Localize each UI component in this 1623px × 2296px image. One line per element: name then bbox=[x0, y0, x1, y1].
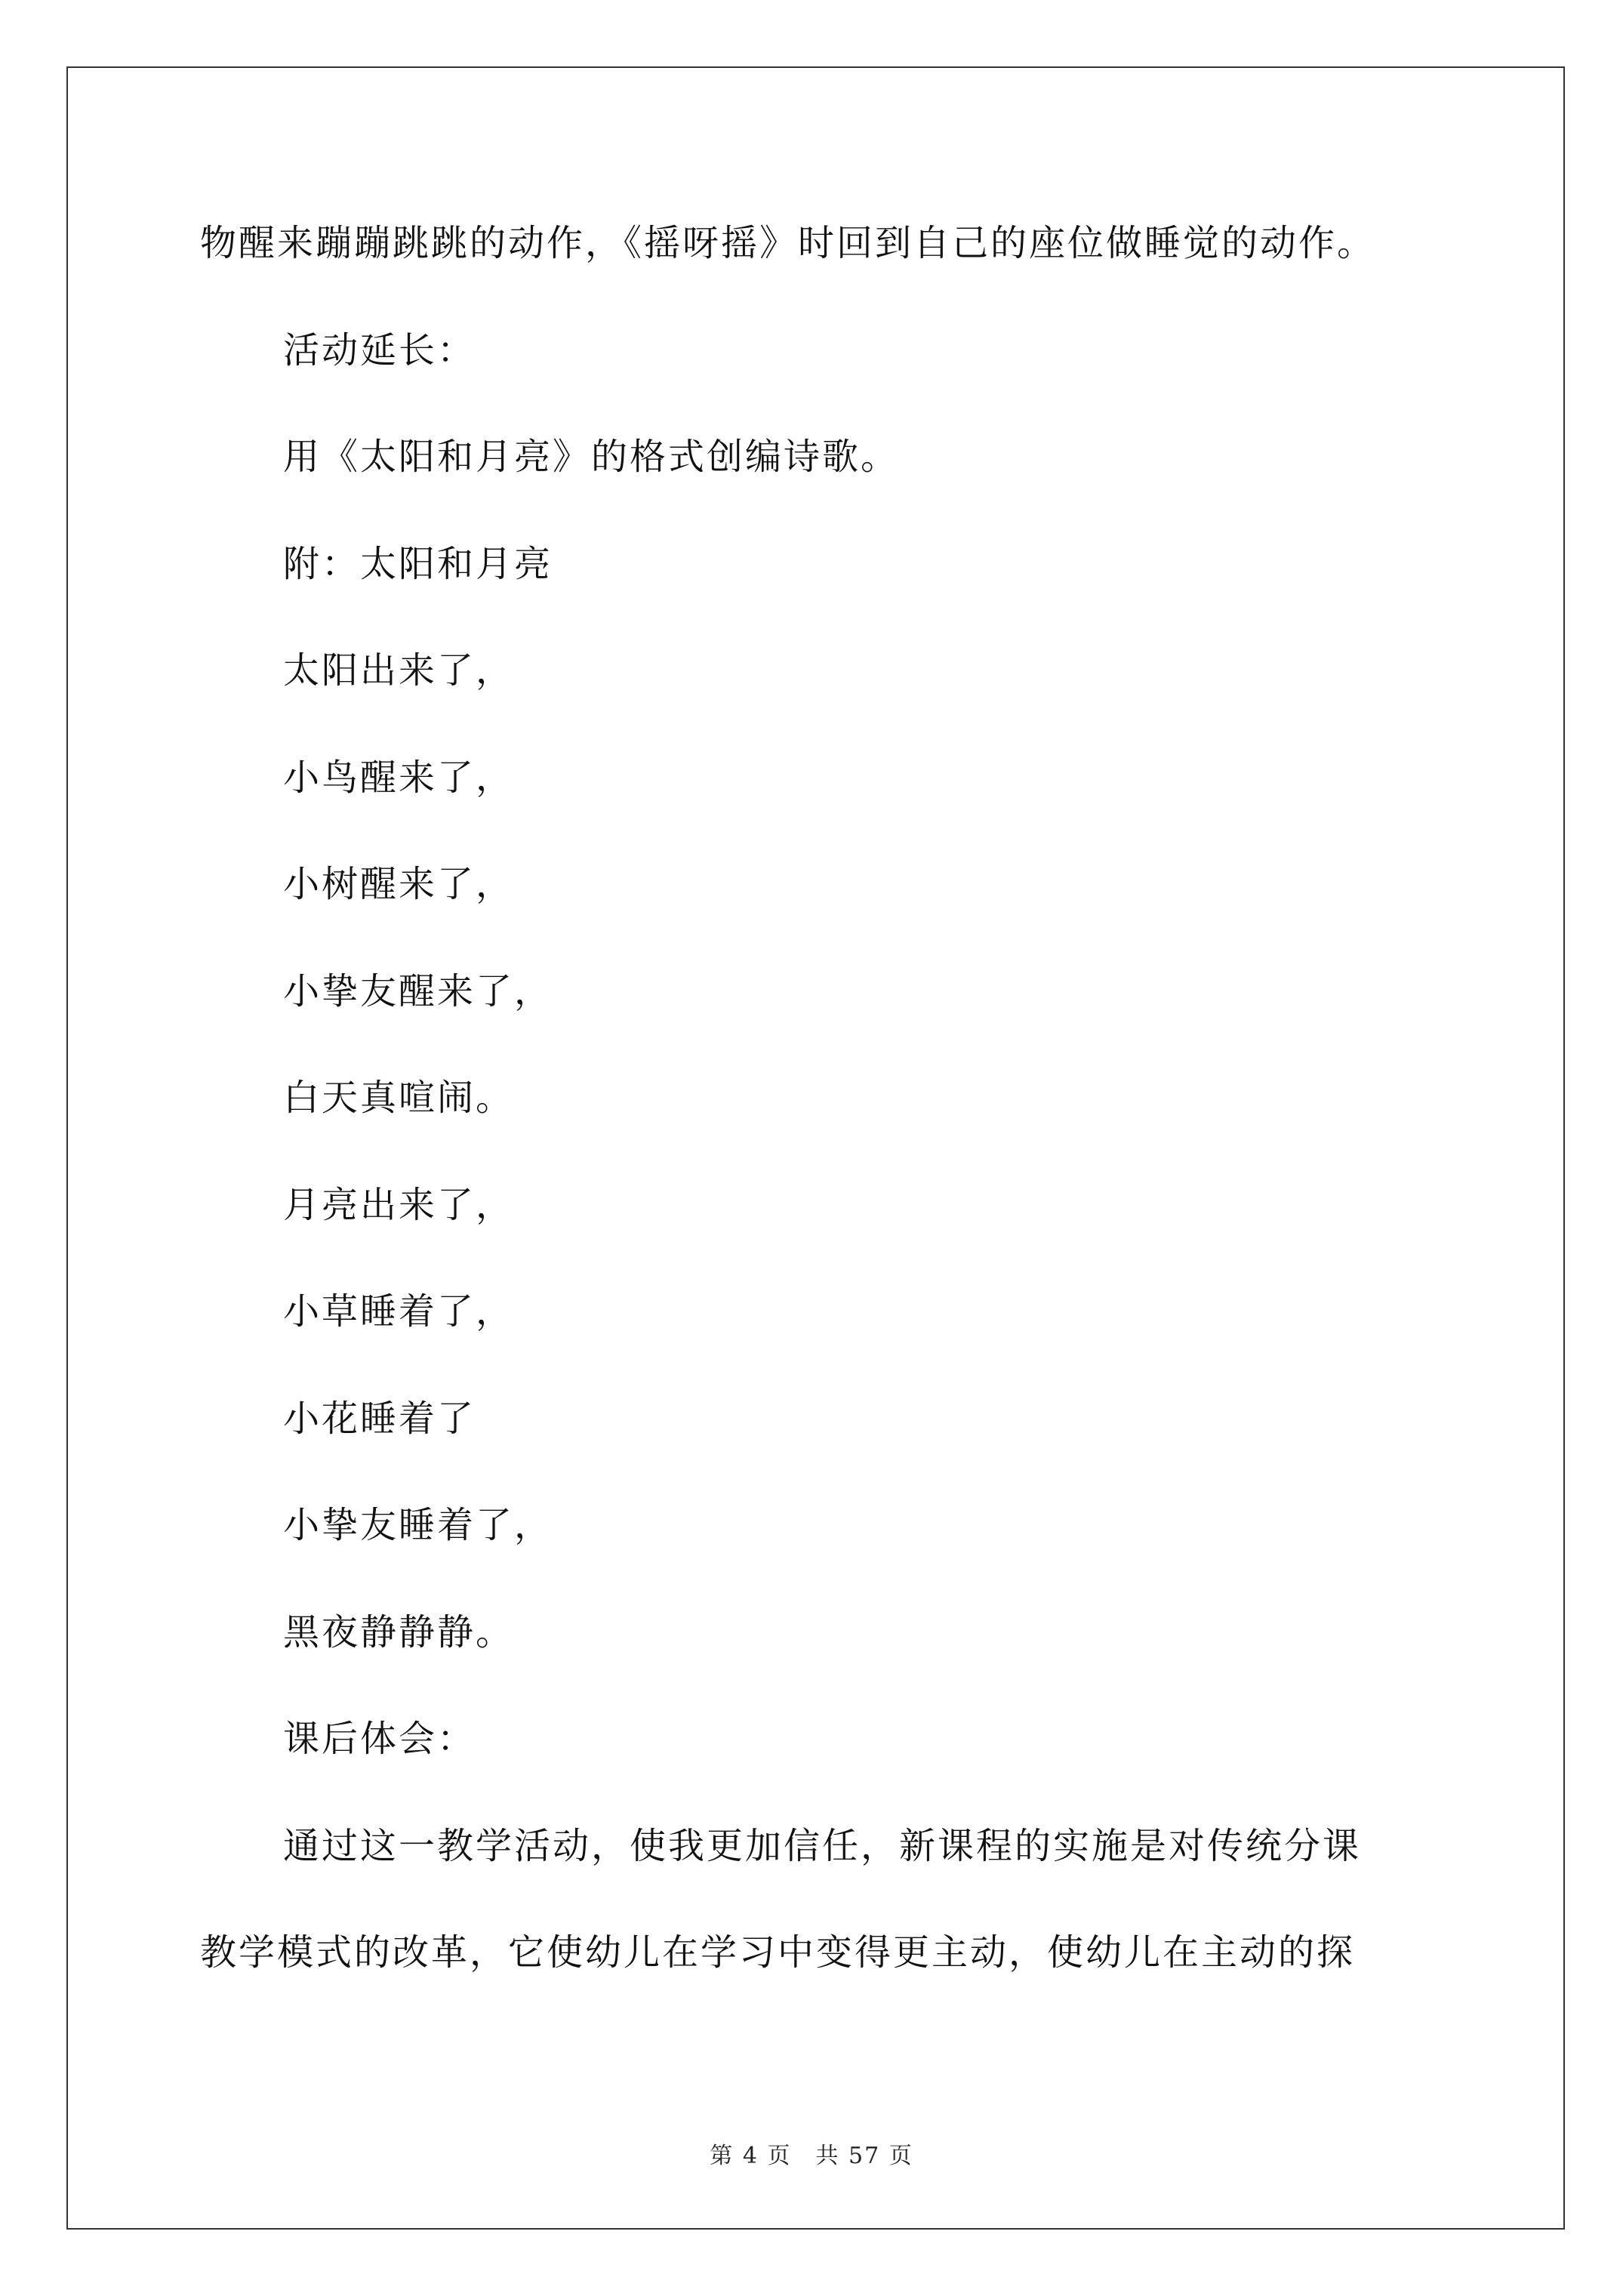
poem-title: 附：太阳和月亮 bbox=[283, 543, 553, 585]
section-heading: 课后体会： bbox=[283, 1718, 476, 1760]
poem-line: 小花睡着了 bbox=[283, 1398, 476, 1440]
poem-line: 小草睡着了， bbox=[283, 1290, 515, 1333]
page-border bbox=[66, 66, 1565, 2230]
poem-line: 小挚友醒来了， bbox=[283, 970, 553, 1012]
paragraph-line: 教学模式的改革，它使幼儿在学习中变得更主动，使幼儿在主动的探 bbox=[200, 1931, 1356, 1974]
poem-line: 黑夜静静静。 bbox=[283, 1611, 515, 1653]
poem-line: 白天真喧闹。 bbox=[283, 1077, 515, 1119]
paragraph-line: 物醒来蹦蹦跳跳的动作，《摇呀摇》时回到自己的座位做睡觉的动作。 bbox=[200, 222, 1376, 264]
poem-line: 太阳出来了， bbox=[283, 649, 515, 692]
paragraph-line: 通过这一教学活动，使我更加信任，新课程的实施是对传统分课 bbox=[283, 1825, 1362, 1867]
page-number-footer: 第 4 页 共 57 页 bbox=[710, 2143, 913, 2169]
section-heading: 活动延长： bbox=[283, 329, 476, 371]
paragraph-line: 用《太阳和月亮》的格式创编诗歌。 bbox=[283, 436, 900, 478]
poem-line: 小挚友睡着了， bbox=[283, 1504, 553, 1546]
poem-line: 小鸟醒来了， bbox=[283, 757, 515, 799]
poem-line: 小树醒来了， bbox=[283, 863, 515, 905]
poem-line: 月亮出来了， bbox=[283, 1184, 515, 1226]
